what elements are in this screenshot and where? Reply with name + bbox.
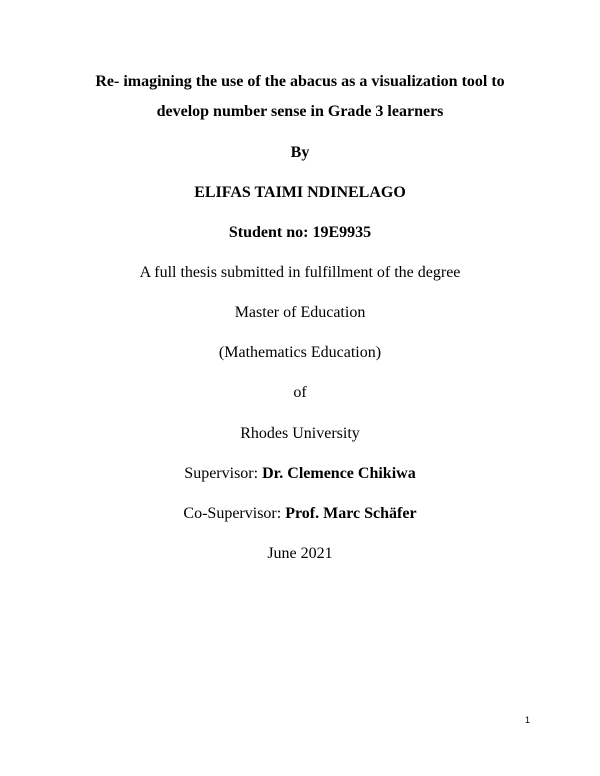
cosupervisor-label: Co-Supervisor:: [183, 505, 286, 522]
cosupervisor-name: Prof. Marc Schäfer: [285, 505, 417, 522]
submission-date: June 2021: [267, 545, 333, 562]
cosupervisor-line: [0, 504, 600, 524]
supervisor-name: Dr. Clemence Chikiwa: [262, 465, 416, 482]
supervisor-label: Supervisor:: [184, 465, 263, 482]
by-label: By: [290, 144, 310, 161]
degree-field: (Mathematics Education): [218, 344, 382, 361]
thesis-title-line-2: develop number sense in Grade 3 learners: [156, 103, 444, 120]
of-label: of: [293, 384, 307, 401]
thesis-statement: A full thesis submitted in fulfillment of the degree: [139, 264, 461, 281]
page-number: 1: [524, 715, 530, 725]
thesis-title-line-1: Re- imagining the use of the abacus as a visualization tool to: [95, 73, 505, 90]
student-number: Student no: 19E9935: [228, 224, 372, 241]
supervisor-line: [0, 464, 600, 484]
author-name: ELIFAS TAIMI NDINELAGO: [194, 184, 406, 201]
degree-name: Master of Education: [234, 304, 366, 321]
university-name: Rhodes University: [240, 425, 360, 442]
